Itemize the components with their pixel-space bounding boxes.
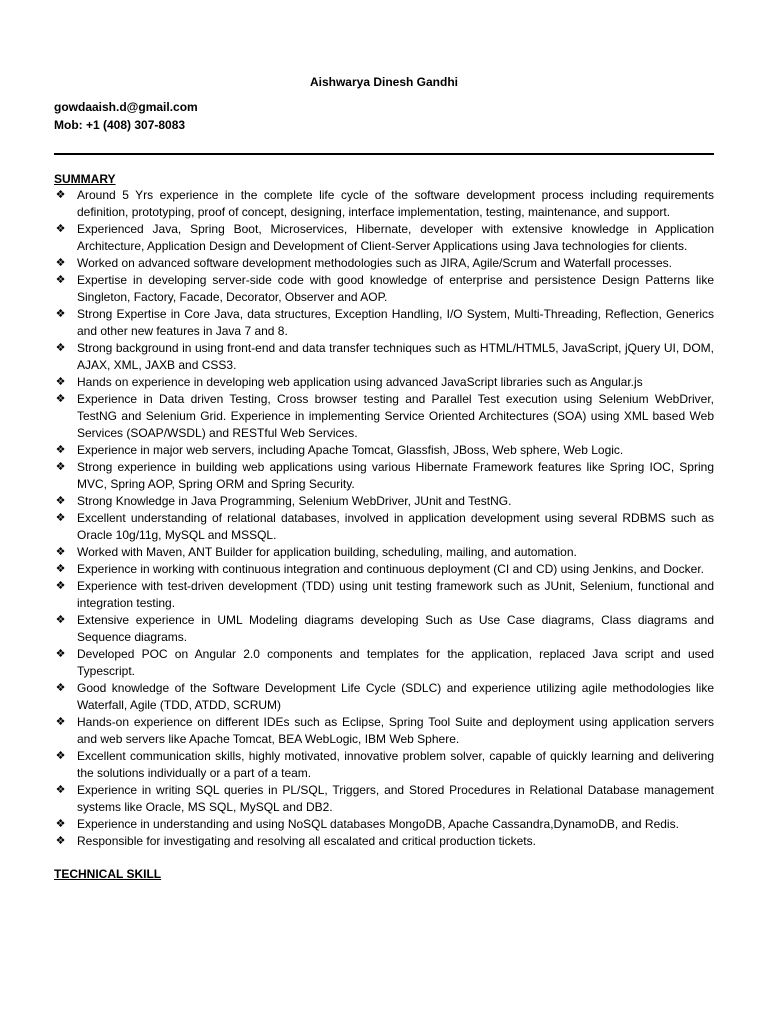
summary-item: [54, 782, 714, 816]
summary-item: [54, 374, 714, 391]
diamond-bullet-icon: ❖: [55, 750, 66, 762]
summary-item-text: Strong experience in building web applications using various Hibernate Framework features like Spring IOC, Spring MVC, Spring AOP, Spring ORM and Spring Security.: [77, 460, 714, 491]
summary-item: [54, 561, 714, 578]
summary-item: [54, 510, 714, 544]
summary-item-text: Strong Expertise in Core Java, data structures, Exception Handling, I/O System, Multi-Threading, Reflection, Generics and other new features in Java 7 and 8.: [77, 307, 714, 338]
summary-item: [54, 612, 714, 646]
summary-item: [54, 255, 714, 272]
diamond-bullet-icon: ❖: [55, 512, 66, 524]
summary-item-text: Excellent communication skills, highly motivated, innovative problem solver, capable of quickly learning and delivering the solutions individually or a part of a team.: [77, 749, 714, 780]
diamond-bullet-icon: ❖: [55, 342, 66, 354]
summary-item-text: Extensive experience in UML Modeling diagrams developing Such as Use Case diagrams, Class diagrams and Sequence diagrams.: [77, 613, 714, 644]
summary-item: [54, 748, 714, 782]
summary-item: [54, 544, 714, 561]
summary-item: [54, 646, 714, 680]
summary-item-text: Experience in understanding and using NoSQL databases MongoDB, Apache Cassandra,DynamoDB, and Redis.: [77, 817, 679, 831]
summary-item-text: Responsible for investigating and resolving all escalated and critical production tickets.: [77, 834, 536, 848]
diamond-bullet-icon: ❖: [55, 189, 66, 201]
phone-number: Mob: +1 (408) 307-8083: [54, 117, 186, 132]
candidate-name: Aishwarya Dinesh Gandhi: [309, 75, 459, 89]
diamond-bullet-icon: ❖: [55, 393, 66, 405]
summary-item-text: Worked with Maven, ANT Builder for application building, scheduling, mailing, and automation.: [77, 545, 577, 559]
diamond-bullet-icon: ❖: [55, 495, 66, 507]
summary-item: [54, 714, 714, 748]
summary-item-text: Experienced Java, Spring Boot, Microservices, Hibernate, developer with extensive knowledge in Application Architecture, Application Design and Development of Client-Server Applications using Java technologies for clients.: [77, 222, 714, 253]
summary-item: [54, 833, 714, 850]
summary-item-text: Worked on advanced software development methodologies such as JIRA, Agile/Scrum and Waterfall processes.: [77, 256, 672, 270]
diamond-bullet-icon: ❖: [55, 376, 66, 388]
diamond-bullet-icon: ❖: [55, 461, 66, 473]
summary-item: [54, 493, 714, 510]
summary-item: [54, 306, 714, 340]
email-address: gowdaaish.d@gmail.com: [54, 100, 198, 114]
summary-item-text: Expertise in developing server-side code with good knowledge of enterprise and persistence Design Patterns like Singleton, Factory, Facade, Decorator, Observer and AOP.: [77, 273, 714, 304]
summary-item: [54, 459, 714, 493]
summary-item-text: Experience with test-driven development (TDD) using unit testing framework such as JUnit, Selenium, functional and integration testing.: [77, 579, 714, 610]
diamond-bullet-icon: ❖: [55, 614, 66, 626]
summary-item-text: Strong background in using front-end and data transfer techniques such as HTML/HTML5, JavaScript, jQuery UI, DOM, AJAX, XML, JAXB and CSS3.: [77, 341, 714, 372]
diamond-bullet-icon: ❖: [55, 835, 66, 847]
summary-item-text: Excellent understanding of relational databases, involved in application development using several RDBMS such as Oracle 10g/11g, MySQL and MSSQL.: [77, 511, 714, 542]
summary-item-text: Hands on experience in developing web application using advanced JavaScript libraries such as Angular.js: [77, 375, 643, 389]
summary-item: [54, 272, 714, 306]
summary-item: [54, 680, 714, 714]
diamond-bullet-icon: ❖: [55, 716, 66, 728]
summary-item: [54, 340, 714, 374]
summary-item: [54, 187, 714, 221]
summary-item-text: Experience in working with continuous integration and continuous deployment (CI and CD) using Jenkins, and Docker.: [77, 562, 705, 576]
diamond-bullet-icon: ❖: [55, 580, 66, 592]
diamond-bullet-icon: ❖: [55, 784, 66, 796]
diamond-bullet-icon: ❖: [55, 257, 66, 269]
diamond-bullet-icon: ❖: [55, 444, 66, 456]
summary-item-text: Developed POC on Angular 2.0 components and templates for the application, replaced Java script and used Typescript.: [77, 647, 714, 678]
header-divider: [54, 153, 714, 155]
summary-item: [54, 816, 714, 833]
summary-item: [54, 442, 714, 459]
summary-item-text: Experience in Data driven Testing, Cross browser testing and Parallel Test execution using Selenium WebDriver, TestNG and Selenium Grid. Experience in implementing Service Oriented Architectures (SOA) using XML based Web Services (SOAP/WSDL) and RESTful Web Services.: [77, 392, 714, 440]
diamond-bullet-icon: ❖: [55, 682, 66, 694]
summary-item: [54, 578, 714, 612]
summary-list: [54, 187, 714, 850]
summary-item: [54, 391, 714, 442]
diamond-bullet-icon: ❖: [55, 563, 66, 575]
summary-item-text: Around 5 Yrs experience in the complete life cycle of the software development process including requirements definition, prototyping, proof of concept, designing, interface implementation, testing, maintenance, and support.: [77, 188, 714, 219]
diamond-bullet-icon: ❖: [55, 648, 66, 660]
diamond-bullet-icon: ❖: [55, 546, 66, 558]
summary-item-text: Strong Knowledge in Java Programming, Selenium WebDriver, JUnit and TestNG.: [77, 494, 512, 508]
diamond-bullet-icon: ❖: [55, 818, 66, 830]
summary-item-text: Hands-on experience on different IDEs such as Eclipse, Spring Tool Suite and deployment using application servers and web servers like Apache Tomcat, BEA WebLogic, IBM Web Sphere.: [77, 715, 714, 746]
summary-item-text: Experience in writing SQL queries in PL/SQL, Triggers, and Stored Procedures in Relational Database management systems like Oracle, MS SQL, MySQL and DB2.: [77, 783, 714, 814]
diamond-bullet-icon: ❖: [55, 274, 66, 286]
diamond-bullet-icon: ❖: [55, 308, 66, 320]
summary-item: [54, 221, 714, 255]
technical-skill-heading: TECHNICAL SKILL: [54, 867, 162, 881]
summary-item-text: Experience in major web servers, including Apache Tomcat, Glassfish, JBoss, Web sphere, Web Logic.: [77, 443, 624, 457]
summary-heading: SUMMARY: [54, 172, 116, 186]
diamond-bullet-icon: ❖: [55, 223, 66, 235]
summary-item-text: Good knowledge of the Software Development Life Cycle (SDLC) and experience utilizing agile methodologies like Waterfall, Agile (TDD, ATDD, SCRUM): [77, 681, 714, 712]
resume-page: [54, 74, 714, 882]
